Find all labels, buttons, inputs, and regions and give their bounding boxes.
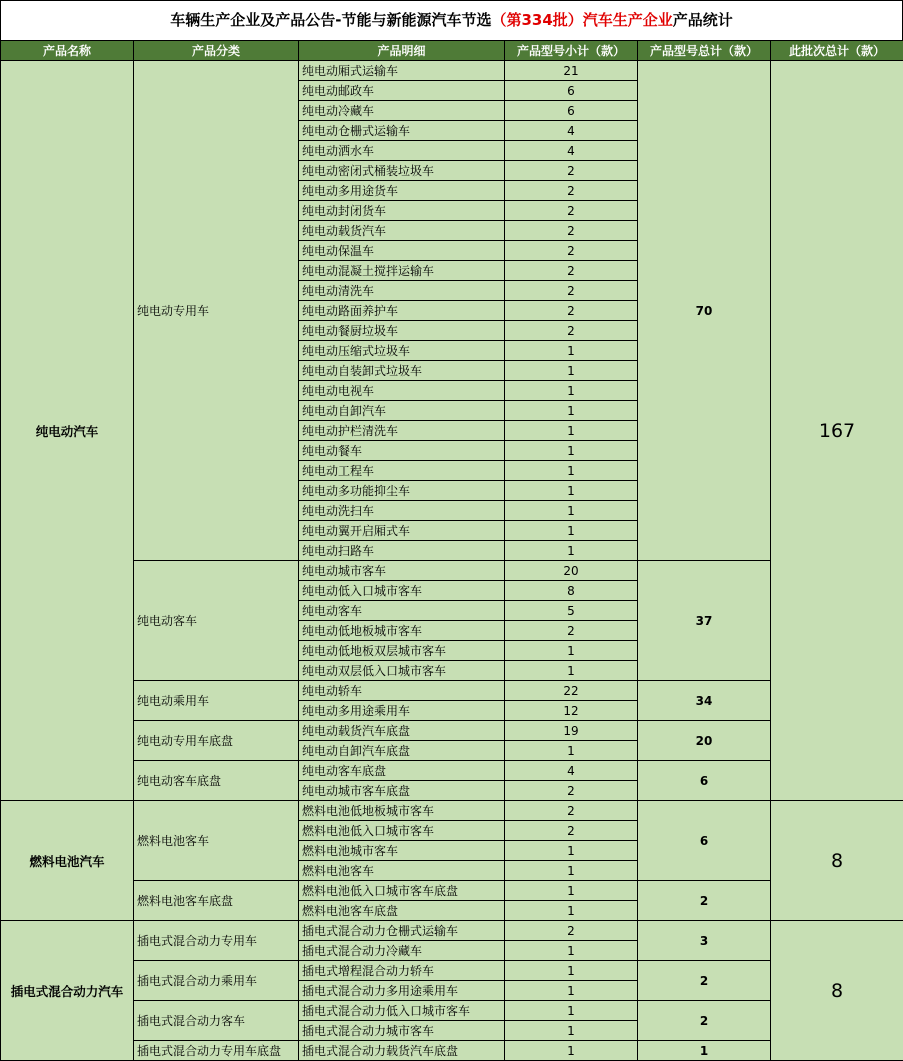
model-total-cell: 37 [638, 561, 771, 681]
product-detail-cell: 纯电动路面养护车 [299, 301, 505, 321]
model-subtotal-cell: 1 [505, 501, 638, 521]
product-detail-cell: 纯电动载货汽车 [299, 221, 505, 241]
model-total-cell: 6 [638, 801, 771, 881]
product-detail-cell: 燃料电池城市客车 [299, 841, 505, 861]
table-row [1, 1041, 903, 1061]
product-detail-cell: 纯电动载货汽车底盘 [299, 721, 505, 741]
model-subtotal-cell: 2 [505, 261, 638, 281]
product-category-cell: 燃料电池客车底盘 [134, 881, 299, 921]
table-row [1, 721, 903, 741]
model-subtotal-cell: 1 [505, 461, 638, 481]
table-row [1, 921, 903, 941]
product-detail-cell: 纯电动自装卸式垃圾车 [299, 361, 505, 381]
product-detail-cell: 纯电动多用途乘用车 [299, 701, 505, 721]
product-detail-cell: 插电式混合动力仓栅式运输车 [299, 921, 505, 941]
model-subtotal-cell: 1 [505, 421, 638, 441]
model-subtotal-cell: 20 [505, 561, 638, 581]
model-subtotal-cell: 5 [505, 601, 638, 621]
batch-total-cell: 167 [771, 61, 903, 801]
model-subtotal-cell: 1 [505, 901, 638, 921]
product-category-cell: 燃料电池客车 [134, 801, 299, 881]
product-category-cell: 插电式混合动力乘用车 [134, 961, 299, 1001]
model-subtotal-cell: 1 [505, 861, 638, 881]
product-detail-cell: 纯电动双层低入口城市客车 [299, 661, 505, 681]
model-subtotal-cell: 6 [505, 101, 638, 121]
product-detail-cell: 纯电动低地板双层城市客车 [299, 641, 505, 661]
product-detail-cell: 纯电动邮政车 [299, 81, 505, 101]
product-detail-cell: 纯电动护栏清洗车 [299, 421, 505, 441]
product-detail-cell: 纯电动冷藏车 [299, 101, 505, 121]
table-row [1, 1001, 903, 1021]
product-detail-cell: 纯电动餐厨垃圾车 [299, 321, 505, 341]
model-subtotal-cell: 8 [505, 581, 638, 601]
product-detail-cell: 纯电动客车 [299, 601, 505, 621]
product-detail-cell: 插电式混合动力低入口城市客车 [299, 1001, 505, 1021]
header-row [1, 41, 903, 61]
product-detail-cell: 燃料电池低入口城市客车底盘 [299, 881, 505, 901]
model-subtotal-cell: 2 [505, 921, 638, 941]
model-total-cell: 1 [638, 1041, 771, 1061]
model-total-cell: 70 [638, 61, 771, 561]
product-name-cell: 纯电动汽车 [1, 61, 134, 801]
product-name-cell: 燃料电池汽车 [1, 801, 134, 921]
product-detail-cell: 纯电动密闭式桶装垃圾车 [299, 161, 505, 181]
model-total-cell: 2 [638, 961, 771, 1001]
product-detail-cell: 纯电动清洗车 [299, 281, 505, 301]
model-subtotal-cell: 1 [505, 1041, 638, 1061]
product-category-cell: 插电式混合动力客车 [134, 1001, 299, 1041]
title-suffix: 产品统计 [672, 11, 733, 29]
model-subtotal-cell: 1 [505, 441, 638, 461]
product-detail-cell: 纯电动厢式运输车 [299, 61, 505, 81]
batch-total-cell: 8 [771, 921, 903, 1061]
model-subtotal-cell: 2 [505, 181, 638, 201]
model-subtotal-cell: 1 [505, 841, 638, 861]
model-subtotal-cell: 1 [505, 941, 638, 961]
title-batch: （第334批）汽车生产企业 [491, 11, 673, 29]
product-category-cell: 纯电动乘用车 [134, 681, 299, 721]
table-body [1, 61, 903, 1061]
product-detail-cell: 纯电动保温车 [299, 241, 505, 261]
product-detail-cell: 纯电动多功能抑尘车 [299, 481, 505, 501]
model-subtotal-cell: 4 [505, 761, 638, 781]
product-detail-cell: 纯电动压缩式垃圾车 [299, 341, 505, 361]
model-subtotal-cell: 1 [505, 881, 638, 901]
model-subtotal-cell: 2 [505, 821, 638, 841]
batch-total-cell: 8 [771, 801, 903, 921]
product-detail-cell: 纯电动翼开启厢式车 [299, 521, 505, 541]
product-detail-cell: 纯电动餐车 [299, 441, 505, 461]
model-total-cell: 3 [638, 921, 771, 961]
product-detail-cell: 纯电动工程车 [299, 461, 505, 481]
product-detail-cell: 纯电动封闭货车 [299, 201, 505, 221]
model-subtotal-cell: 1 [505, 641, 638, 661]
model-subtotal-cell: 2 [505, 281, 638, 301]
product-detail-cell: 燃料电池低入口城市客车 [299, 821, 505, 841]
model-subtotal-cell: 2 [505, 781, 638, 801]
model-subtotal-cell: 2 [505, 201, 638, 221]
table-row [1, 961, 903, 981]
model-subtotal-cell: 1 [505, 661, 638, 681]
model-total-cell: 6 [638, 761, 771, 801]
product-detail-cell: 纯电动电视车 [299, 381, 505, 401]
product-detail-cell: 纯电动自卸汽车 [299, 401, 505, 421]
product-detail-cell: 纯电动洒水车 [299, 141, 505, 161]
product-detail-cell: 纯电动仓栅式运输车 [299, 121, 505, 141]
model-subtotal-cell: 1 [505, 1001, 638, 1021]
product-detail-cell: 纯电动扫路车 [299, 541, 505, 561]
model-subtotal-cell: 1 [505, 1021, 638, 1041]
model-subtotal-cell: 1 [505, 521, 638, 541]
model-subtotal-cell: 1 [505, 541, 638, 561]
product-detail-cell: 燃料电池客车 [299, 861, 505, 881]
model-subtotal-cell: 4 [505, 141, 638, 161]
model-subtotal-cell: 2 [505, 321, 638, 341]
page-title [0, 0, 903, 40]
product-detail-cell: 纯电动客车底盘 [299, 761, 505, 781]
model-subtotal-cell: 1 [505, 341, 638, 361]
product-category-cell: 纯电动客车底盘 [134, 761, 299, 801]
model-subtotal-cell: 1 [505, 481, 638, 501]
model-subtotal-cell: 1 [505, 961, 638, 981]
product-detail-cell: 插电式混合动力城市客车 [299, 1021, 505, 1041]
product-detail-cell: 燃料电池低地板城市客车 [299, 801, 505, 821]
model-subtotal-cell: 2 [505, 221, 638, 241]
model-subtotal-cell: 12 [505, 701, 638, 721]
table-row [1, 801, 903, 821]
product-detail-cell: 插电式混合动力多用途乘用车 [299, 981, 505, 1001]
product-detail-cell: 纯电动自卸汽车底盘 [299, 741, 505, 761]
header-model-total: 产品型号总计（款） [638, 41, 771, 61]
product-detail-cell: 纯电动洗扫车 [299, 501, 505, 521]
model-subtotal-cell: 1 [505, 381, 638, 401]
product-detail-cell: 插电式混合动力载货汽车底盘 [299, 1041, 505, 1061]
product-category-cell: 纯电动专用车 [134, 61, 299, 561]
table-row [1, 761, 903, 781]
model-subtotal-cell: 1 [505, 361, 638, 381]
product-detail-cell: 纯电动低地板城市客车 [299, 621, 505, 641]
model-total-cell: 20 [638, 721, 771, 761]
product-category-cell: 纯电动专用车底盘 [134, 721, 299, 761]
header-product-name: 产品名称 [1, 41, 134, 61]
header-product-category: 产品分类 [134, 41, 299, 61]
product-statistics-table [0, 40, 903, 1061]
table-row [1, 681, 903, 701]
product-detail-cell: 插电式增程混合动力轿车 [299, 961, 505, 981]
table-row [1, 61, 903, 81]
model-total-cell: 34 [638, 681, 771, 721]
product-detail-cell: 纯电动城市客车 [299, 561, 505, 581]
model-subtotal-cell: 1 [505, 741, 638, 761]
product-detail-cell: 纯电动多用途货车 [299, 181, 505, 201]
product-detail-cell: 燃料电池客车底盘 [299, 901, 505, 921]
product-detail-cell: 纯电动低入口城市客车 [299, 581, 505, 601]
header-product-detail: 产品明细 [299, 41, 505, 61]
table-row [1, 561, 903, 581]
product-category-cell: 插电式混合动力专用车底盘 [134, 1041, 299, 1061]
model-subtotal-cell: 2 [505, 161, 638, 181]
model-subtotal-cell: 1 [505, 401, 638, 421]
model-subtotal-cell: 1 [505, 981, 638, 1001]
product-detail-cell: 纯电动轿车 [299, 681, 505, 701]
model-subtotal-cell: 2 [505, 241, 638, 261]
model-subtotal-cell: 4 [505, 121, 638, 141]
model-subtotal-cell: 2 [505, 301, 638, 321]
model-total-cell: 2 [638, 881, 771, 921]
table-row [1, 881, 903, 901]
header-model-subtotal: 产品型号小计（款） [505, 41, 638, 61]
model-subtotal-cell: 22 [505, 681, 638, 701]
model-subtotal-cell: 2 [505, 621, 638, 641]
product-category-cell: 纯电动客车 [134, 561, 299, 681]
header-batch-total: 此批次总计（款） [771, 41, 903, 61]
product-name-cell: 插电式混合动力汽车 [1, 921, 134, 1061]
product-detail-cell: 插电式混合动力冷藏车 [299, 941, 505, 961]
product-detail-cell: 纯电动混凝土搅拌运输车 [299, 261, 505, 281]
title-prefix: 车辆生产企业及产品公告-节能与新能源汽车节选 [170, 11, 492, 29]
model-subtotal-cell: 2 [505, 801, 638, 821]
product-detail-cell: 纯电动城市客车底盘 [299, 781, 505, 801]
model-subtotal-cell: 21 [505, 61, 638, 81]
model-subtotal-cell: 19 [505, 721, 638, 741]
model-subtotal-cell: 6 [505, 81, 638, 101]
model-total-cell: 2 [638, 1001, 771, 1041]
product-category-cell: 插电式混合动力专用车 [134, 921, 299, 961]
